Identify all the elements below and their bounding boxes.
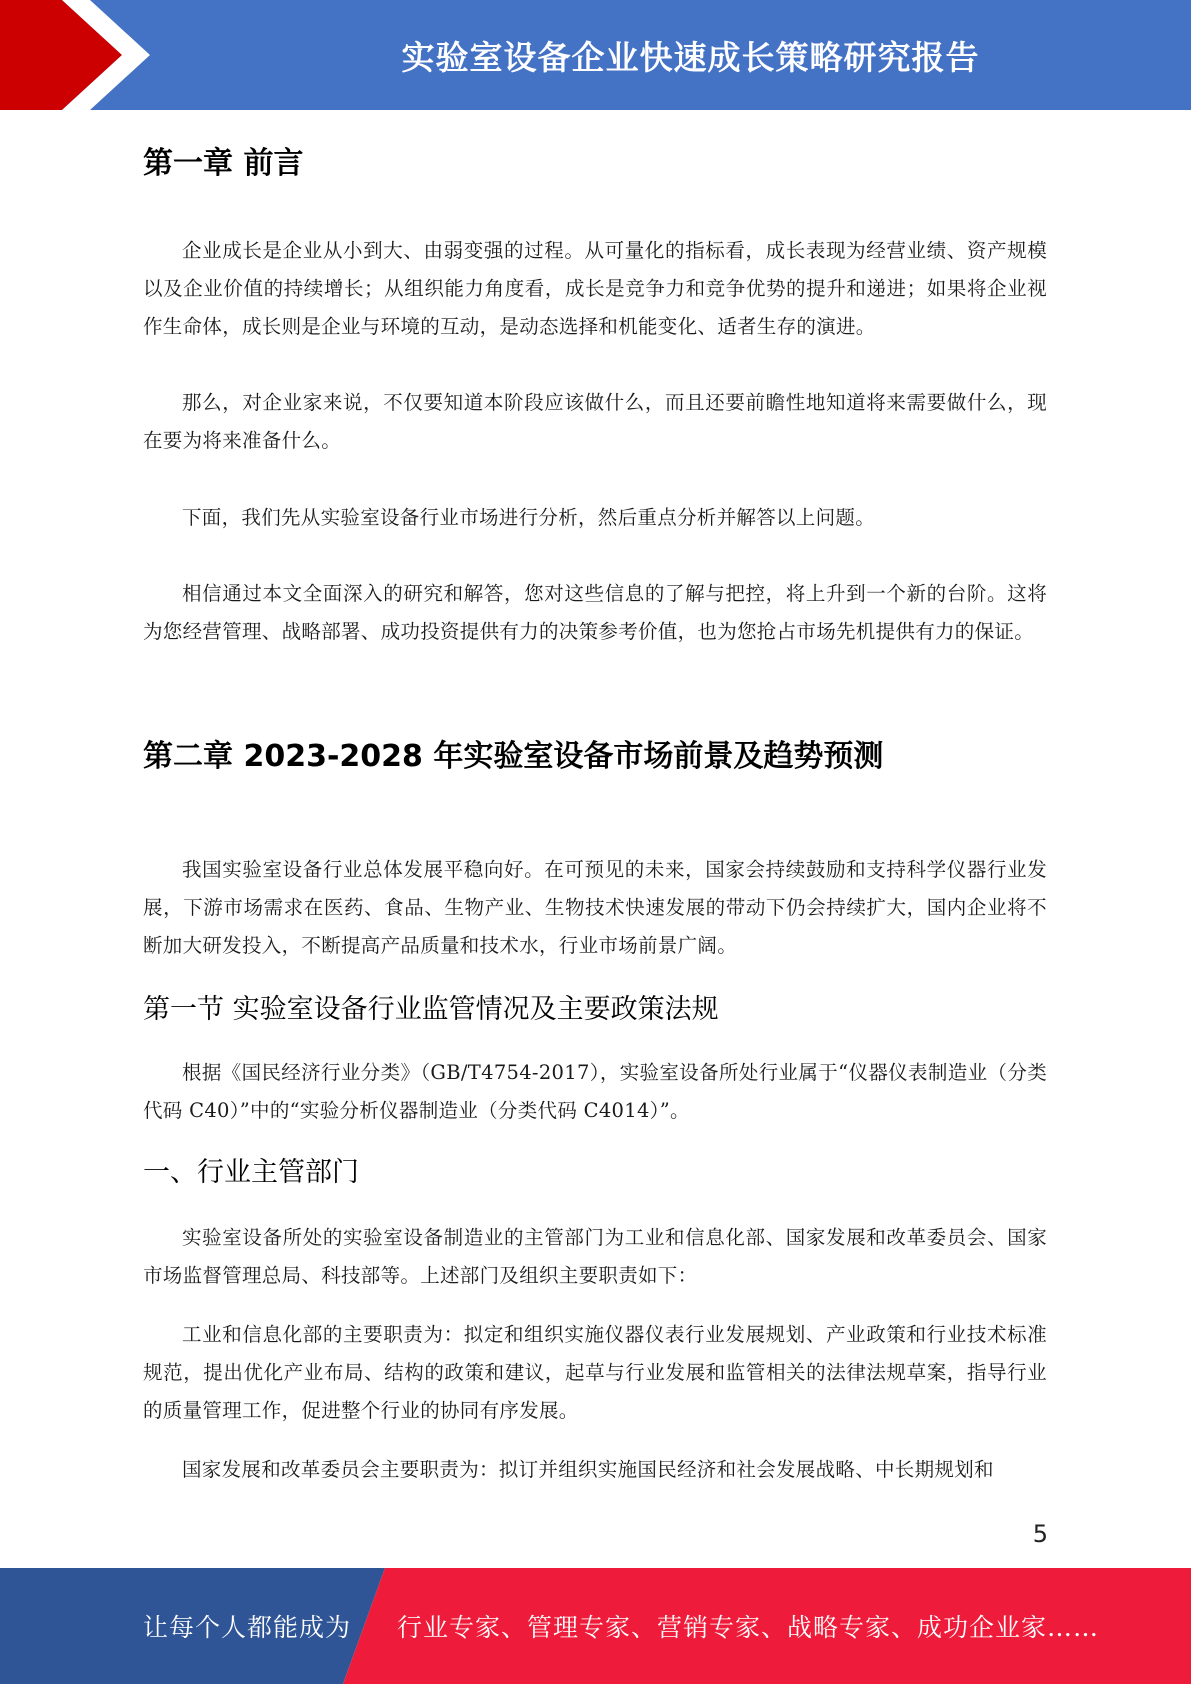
chapter1-paragraph: 相信通过本文全面深入的研究和解答，您对这些信息的了解与把控，将上升到一个新的台阶。这将为您经营管理、战略部署、成功投资提供有力的决策参考价值，也为您抢占市场先机提供有力的保证。 <box>143 582 1047 643</box>
chapter1-paragraph: 企业成长是企业从小到大、由弱变强的过程。从可量化的指标看，成长表现为经营业绩、资产规模以及企业价值的持续增长；从组织能力角度看，成长是竞争力和竞争优势的提升和递进；如果将企业视作生命体，成长则是企业与环境的互动，是动态选择和机能变化、适者生存的演进。 <box>143 239 1047 338</box>
subsection1-heading: 一、行业主管部门 <box>143 1157 359 1188</box>
footer-banner <box>0 1568 1191 1684</box>
report-title: 实验室设备企业快速成长策略研究报告 <box>401 37 980 77</box>
chapter2-heading: 第二章 2023-2028 年实验室设备市场前景及趋势预测 <box>143 739 884 774</box>
header-banner <box>0 0 1191 110</box>
footer-slogan-right: 行业专家、管理专家、营销专家、战略专家、成功企业家…… <box>397 1613 1100 1642</box>
subsection1-paragraph: 国家发展和改革委员会主要职责为：拟订并组织实施国民经济和社会发展战略、中长期规划和 <box>182 1458 994 1481</box>
footer-slogan-left: 让每个人都能成为 <box>143 1613 352 1642</box>
page-number: 5 <box>1032 1520 1048 1548</box>
chapter2-intro: 我国实验室设备行业总体发展平稳向好。在可预见的未来，国家会持续鼓励和支持科学仪器行业发展，下游市场需求在医药、食品、生物产业、生物技术快速发展的带动下仍会持续扩大，国内企业将不断加大研发投入，不断提高产品质量和技术水，行业市场前景广阔。 <box>143 858 1047 957</box>
chapter1-heading: 第一章 前言 <box>143 146 304 181</box>
section1-heading: 第一节 实验室设备行业监管情况及主要政策法规 <box>143 994 719 1025</box>
subsection1-paragraph: 工业和信息化部的主要职责为：拟定和组织实施仪器仪表行业发展规划、产业政策和行业技术标准规范，提出优化产业布局、结构的政策和建议，起草与行业发展和监管相关的法律法规草案，指导行业的质量管理工作，促进整个行业的协同有序发展。 <box>143 1323 1047 1422</box>
chapter1-paragraph: 那么，对企业家来说，不仅要知道本阶段应该做什么，而且还要前瞻性地知道将来需要做什么，现在要为将来准备什么。 <box>143 391 1047 452</box>
chapter1-paragraph: 下面，我们先从实验室设备行业市场进行分析，然后重点分析并解答以上问题。 <box>182 506 876 529</box>
subsection1-paragraph: 实验室设备所处的实验室设备制造业的主管部门为工业和信息化部、国家发展和改革委员会、国家市场监督管理总局、科技部等。上述部门及组织主要职责如下： <box>143 1226 1047 1287</box>
header-arrow-decoration <box>0 0 190 110</box>
section1-paragraph: 根据《国民经济行业分类》（GB/T4754-2017），实验室设备所处行业属于“仪器仪表制造业（分类代码 C40）”中的“实验分析仪器制造业（分类代码 C4014）”。 <box>143 1061 1047 1122</box>
